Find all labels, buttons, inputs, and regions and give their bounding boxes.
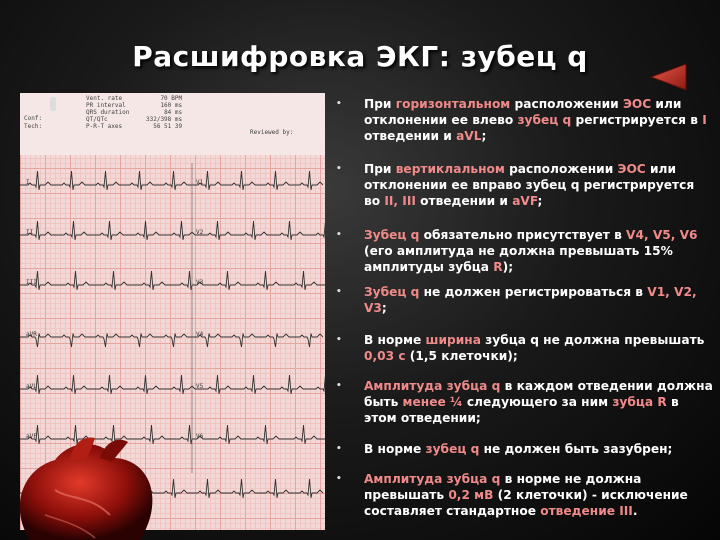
highlight-term: aVF bbox=[512, 194, 538, 208]
text-segment: или отклонении ее влево bbox=[364, 97, 682, 127]
ecg-value: 84 ms bbox=[164, 109, 183, 116]
lead-label-aVF: aVF bbox=[26, 433, 37, 440]
text-segment: ; bbox=[381, 301, 387, 315]
text-segment: При bbox=[364, 162, 396, 176]
highlight-term: 0,2 мВ bbox=[448, 488, 494, 502]
text-segment: не должен регистрироваться в bbox=[419, 285, 648, 299]
text-segment: (1,5 клеточки); bbox=[405, 349, 518, 363]
highlight-term: V4, V5, V6 bbox=[626, 228, 698, 242]
bullet-text bbox=[364, 227, 714, 275]
lead-label-III: III bbox=[26, 279, 37, 286]
highlight-term: Зубец q bbox=[364, 228, 420, 242]
lead-label-aVR: aVR bbox=[26, 331, 37, 338]
text-segment: в каждом отведении должна быть bbox=[364, 379, 713, 409]
text-segment: . bbox=[632, 504, 638, 518]
ecg-trace-line bbox=[20, 375, 325, 394]
highlight-term: I bbox=[702, 113, 707, 127]
bullet-dot-icon: • bbox=[336, 474, 342, 484]
text-segment: в этом отведении; bbox=[364, 395, 679, 425]
highlight-term: зубец q bbox=[425, 442, 480, 456]
bullet-text bbox=[364, 96, 714, 144]
highlight-term: Амплитуда зубца q bbox=[364, 472, 501, 486]
ecg-label: PR interval bbox=[86, 102, 126, 109]
text-segment: ; bbox=[537, 194, 543, 208]
highlight-term: Зубец q bbox=[364, 285, 420, 299]
lead-label-V1: V1 bbox=[196, 179, 204, 186]
text-segment: (его амплитуда не должна превышать 15% амплитуды зубца bbox=[364, 244, 673, 274]
bullet-dot-icon: • bbox=[336, 381, 342, 391]
highlight-term: II, III bbox=[384, 194, 416, 208]
ecg-value: 56 51 39 bbox=[153, 123, 183, 130]
text-segment: отведении и bbox=[364, 129, 457, 143]
highlight-term: ЭОС bbox=[617, 162, 646, 176]
highlight-term: Амплитуда зубца q bbox=[364, 379, 501, 393]
highlight-term: менее ¼ bbox=[402, 395, 463, 409]
lead-label-I: I bbox=[26, 179, 30, 186]
lead-label-V6: V6 bbox=[196, 433, 204, 440]
lead-label-V2: V2 bbox=[196, 229, 204, 236]
text-segment: в норме не должна превышать bbox=[364, 472, 642, 502]
ecg-conf: Conf: bbox=[24, 115, 43, 122]
bullet-dot-icon: • bbox=[336, 164, 342, 174]
text-segment: следующего за ним bbox=[462, 395, 613, 409]
highlight-term: 0,03 с bbox=[364, 349, 406, 363]
text-segment: или отклонении ее вправо зубец q регистрируется во bbox=[364, 162, 695, 208]
ecg-trace-line bbox=[20, 334, 323, 348]
ecg-trace-line bbox=[20, 271, 325, 290]
ecg-label: Vent. rate bbox=[86, 95, 123, 102]
highlight-term: зубец q bbox=[517, 113, 572, 127]
highlight-term: зубца R bbox=[612, 395, 667, 409]
bullet-text bbox=[364, 471, 714, 519]
text-segment: (2 клеточки) - исключение составляет стандартное bbox=[364, 488, 688, 518]
highlight-term: ширина bbox=[425, 333, 481, 347]
text-segment: не должен быть зазубрен; bbox=[479, 442, 673, 456]
text-segment: В норме bbox=[364, 333, 426, 347]
highlight-term: V1, V2, V3 bbox=[364, 285, 697, 315]
text-segment: регистрируется в bbox=[571, 113, 703, 127]
highlight-term: вертиклальном bbox=[395, 162, 505, 176]
lead-label-V4: V4 bbox=[196, 331, 204, 338]
bullet-text bbox=[364, 378, 714, 426]
heart-illustration-icon bbox=[0, 430, 170, 540]
text-segment: отведении и bbox=[415, 194, 513, 208]
bullet-text bbox=[364, 161, 714, 209]
bullet-dot-icon: • bbox=[336, 444, 342, 454]
highlight-term: R bbox=[493, 260, 503, 274]
previous-slide-arrow-icon[interactable] bbox=[648, 62, 688, 92]
ecg-trace-line bbox=[20, 171, 323, 190]
ecg-label: QRS duration bbox=[86, 109, 130, 116]
ecg-reviewed-by: Reviewed by: bbox=[250, 129, 294, 136]
text-segment: зубца q не должна превышать bbox=[480, 333, 705, 347]
ecg-label: QT/QTc bbox=[86, 116, 108, 123]
ecg-tech: Tech: bbox=[24, 123, 43, 130]
highlight-term: горизонтальном bbox=[395, 97, 511, 111]
lead-label-V3: V3 bbox=[196, 279, 204, 286]
text-segment: ); bbox=[502, 260, 514, 274]
text-segment: обязательно присутствует в bbox=[419, 228, 627, 242]
slide-title: Расшифровка ЭКГ: зубец q bbox=[132, 40, 588, 73]
ecg-value: 160 ms bbox=[160, 102, 183, 109]
bullet-text bbox=[364, 332, 714, 364]
bullet-dot-icon: • bbox=[336, 230, 342, 240]
bullet-text bbox=[364, 284, 714, 316]
text-segment: расположении bbox=[510, 97, 623, 111]
highlight-term: aVL bbox=[456, 129, 482, 143]
ecg-value: 70 BPM bbox=[160, 95, 183, 102]
text-segment: расположении bbox=[504, 162, 618, 176]
lead-label-V5: V5 bbox=[196, 383, 204, 390]
text-segment: ; bbox=[481, 129, 487, 143]
text-segment: В норме bbox=[364, 442, 426, 456]
text-segment: При bbox=[364, 97, 396, 111]
ecg-label: P-R-T axes bbox=[86, 123, 123, 130]
bullet-text bbox=[364, 441, 714, 457]
highlight-term: отведение III bbox=[540, 504, 633, 518]
bullet-dot-icon: • bbox=[336, 287, 342, 297]
ecg-value: 332/398 ms bbox=[146, 116, 183, 123]
bullet-dot-icon: • bbox=[336, 335, 342, 345]
lead-label-II: II bbox=[26, 229, 34, 236]
bullet-dot-icon: • bbox=[336, 99, 342, 109]
ecg-trace-line bbox=[20, 221, 325, 240]
highlight-term: ЭОС bbox=[622, 97, 652, 111]
lead-label-aVL: aVL bbox=[26, 383, 37, 390]
